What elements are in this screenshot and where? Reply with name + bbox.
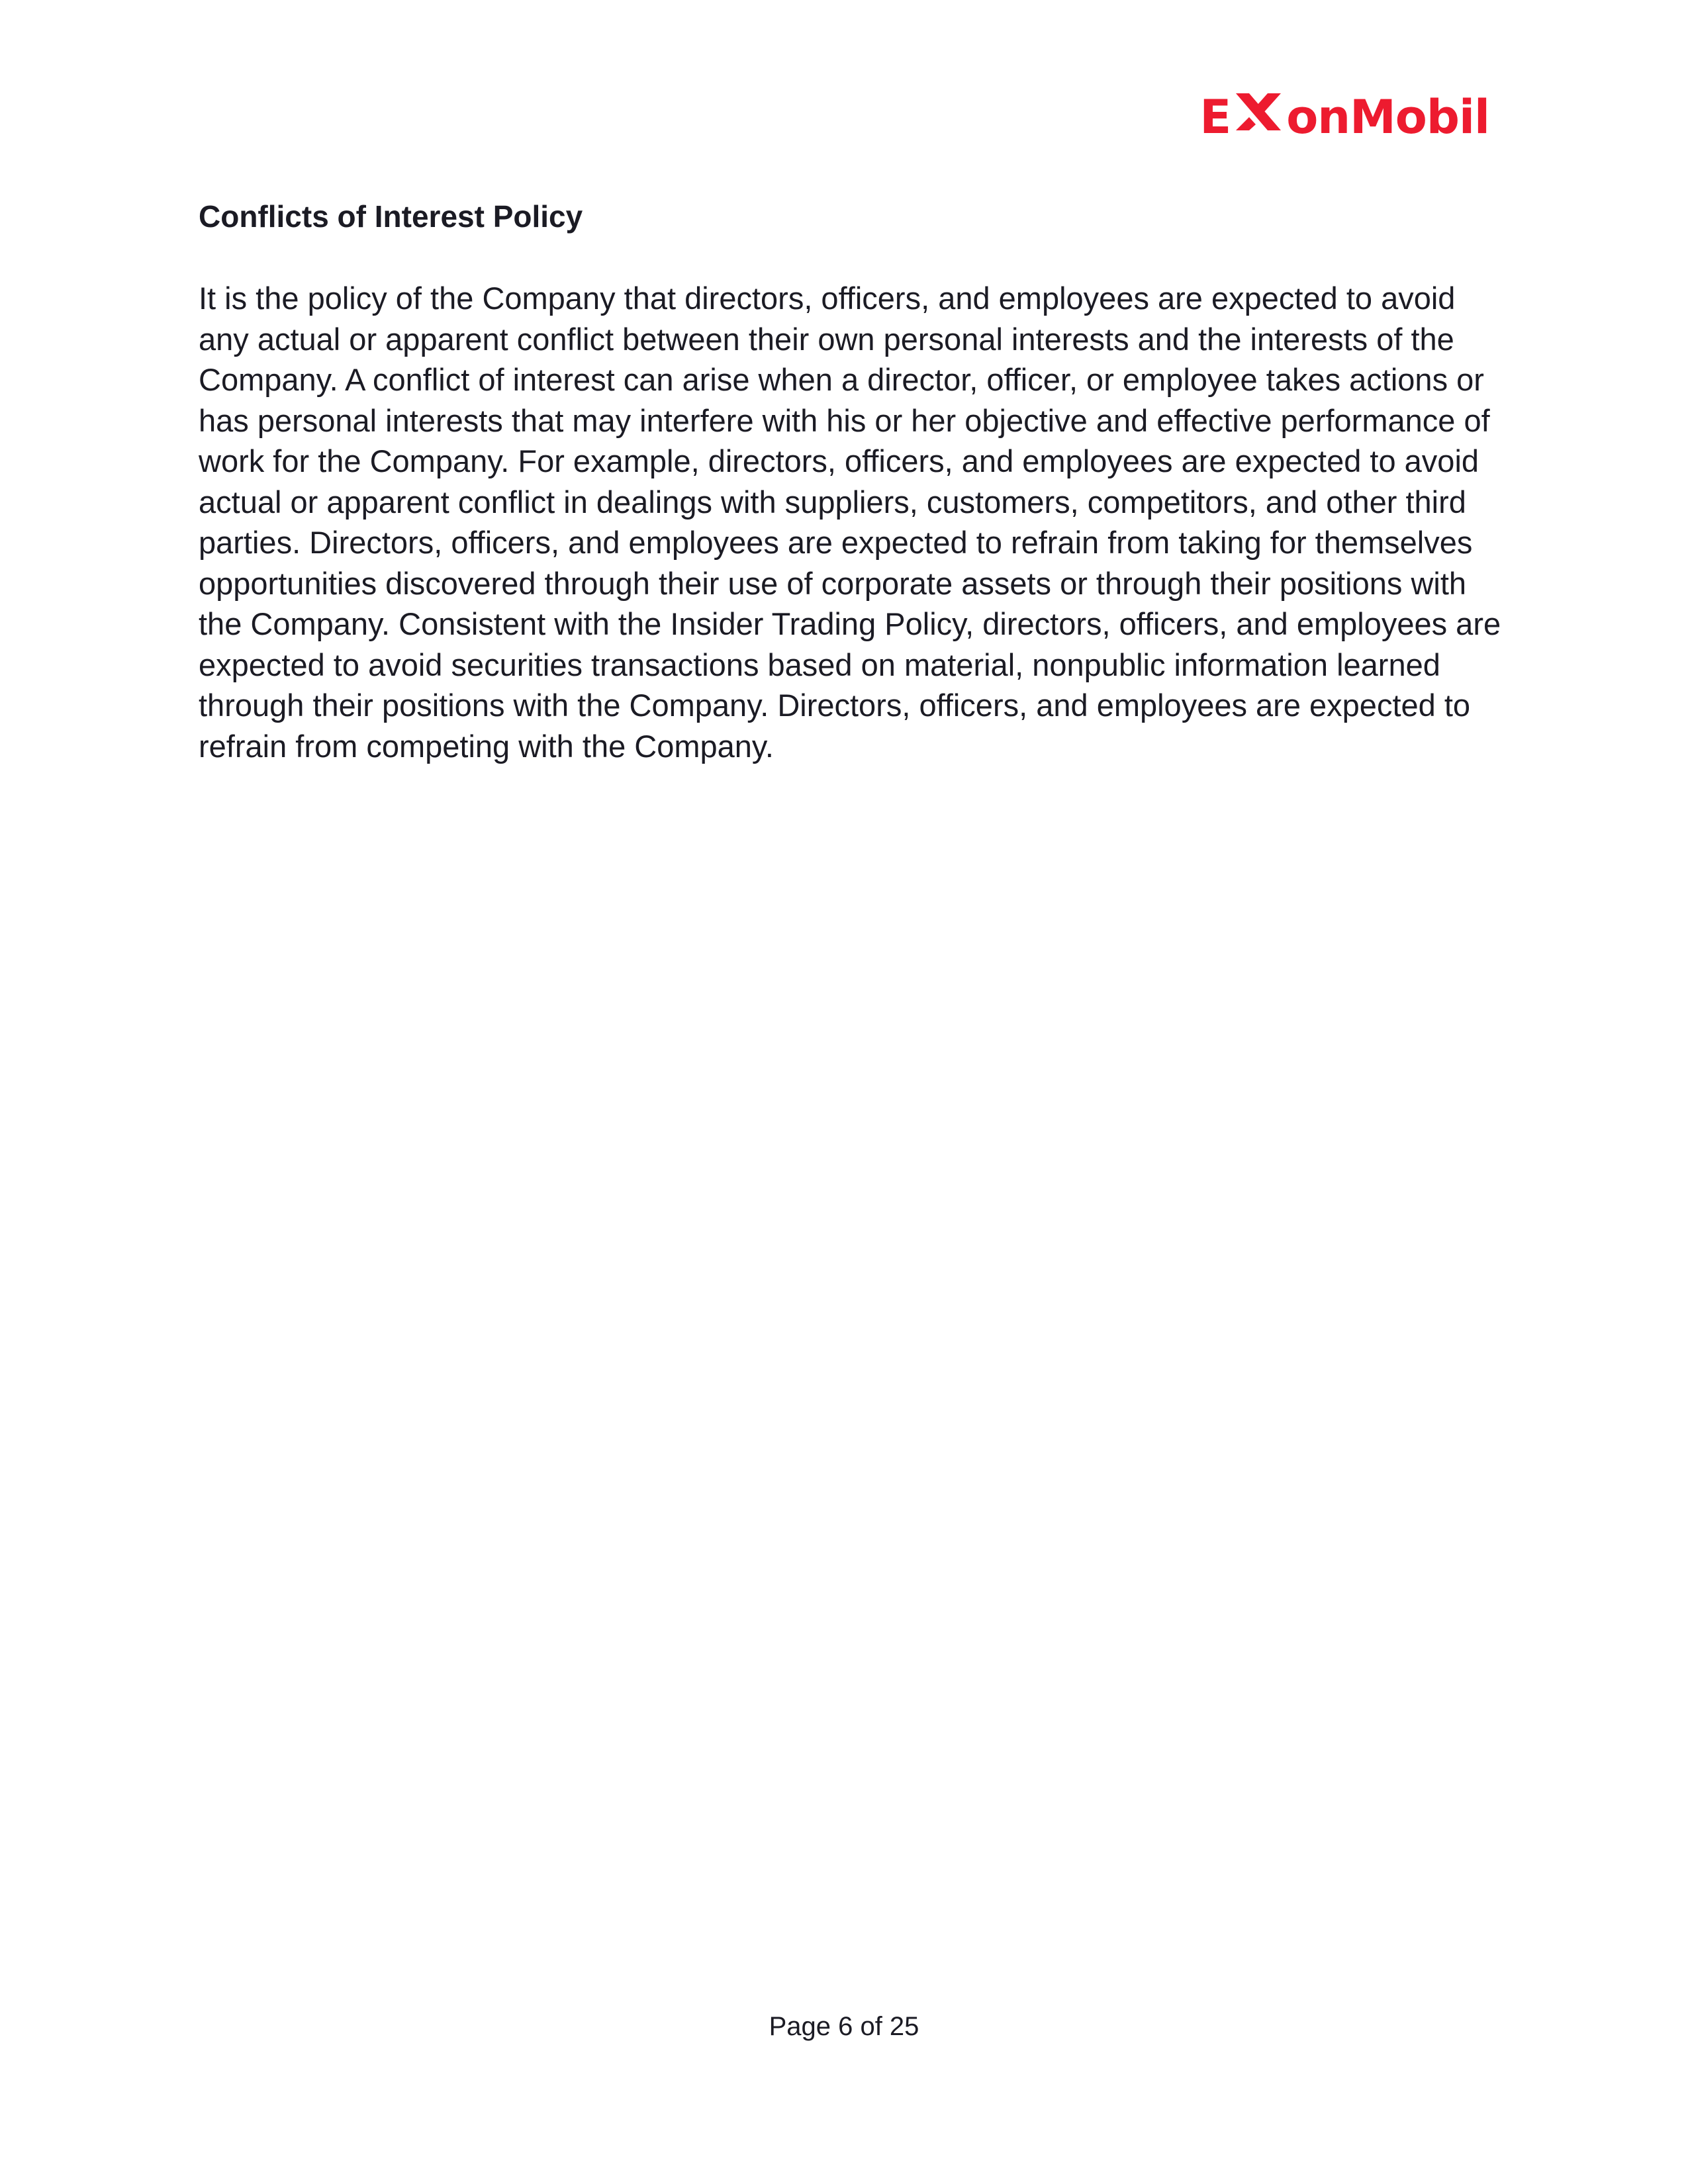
section-title: Conflicts of Interest Policy	[199, 199, 583, 234]
exxonmobil-logo	[1199, 90, 1489, 144]
logo-text-suffix: onMobil	[1286, 90, 1489, 144]
logo-text-prefix: E	[1199, 90, 1231, 144]
page-number: Page 6 of 25	[769, 2012, 919, 2041]
interlocking-xx-icon	[1232, 96, 1285, 133]
policy-paragraph: It is the policy of the Company that directors, officers, and employees are expected to avoid any actual or apparent conflict between their own personal interests and the interests of the Company. A conflict of interest can arise when a director, officer, or employee takes actions or has personal interests that may interfere with his or her objective and effective performance of work for the Company. For example, directors, officers, and employees are expected to avoid actual or apparent conflict in dealings with suppliers, customers, competitors, and other third parties. Directors, officers, and employees are expected to refrain from taking for themselves opportunities discovered through their use of corporate assets or through their positions with the Company. Consistent with the Insider Trading Policy, directors, officers, and employees are expected to avoid securities transactions based on material, nonpublic information learned through their positions with the Company. Directors, officers, and employees are expected to refrain from competing with the Company.	[199, 281, 1501, 764]
